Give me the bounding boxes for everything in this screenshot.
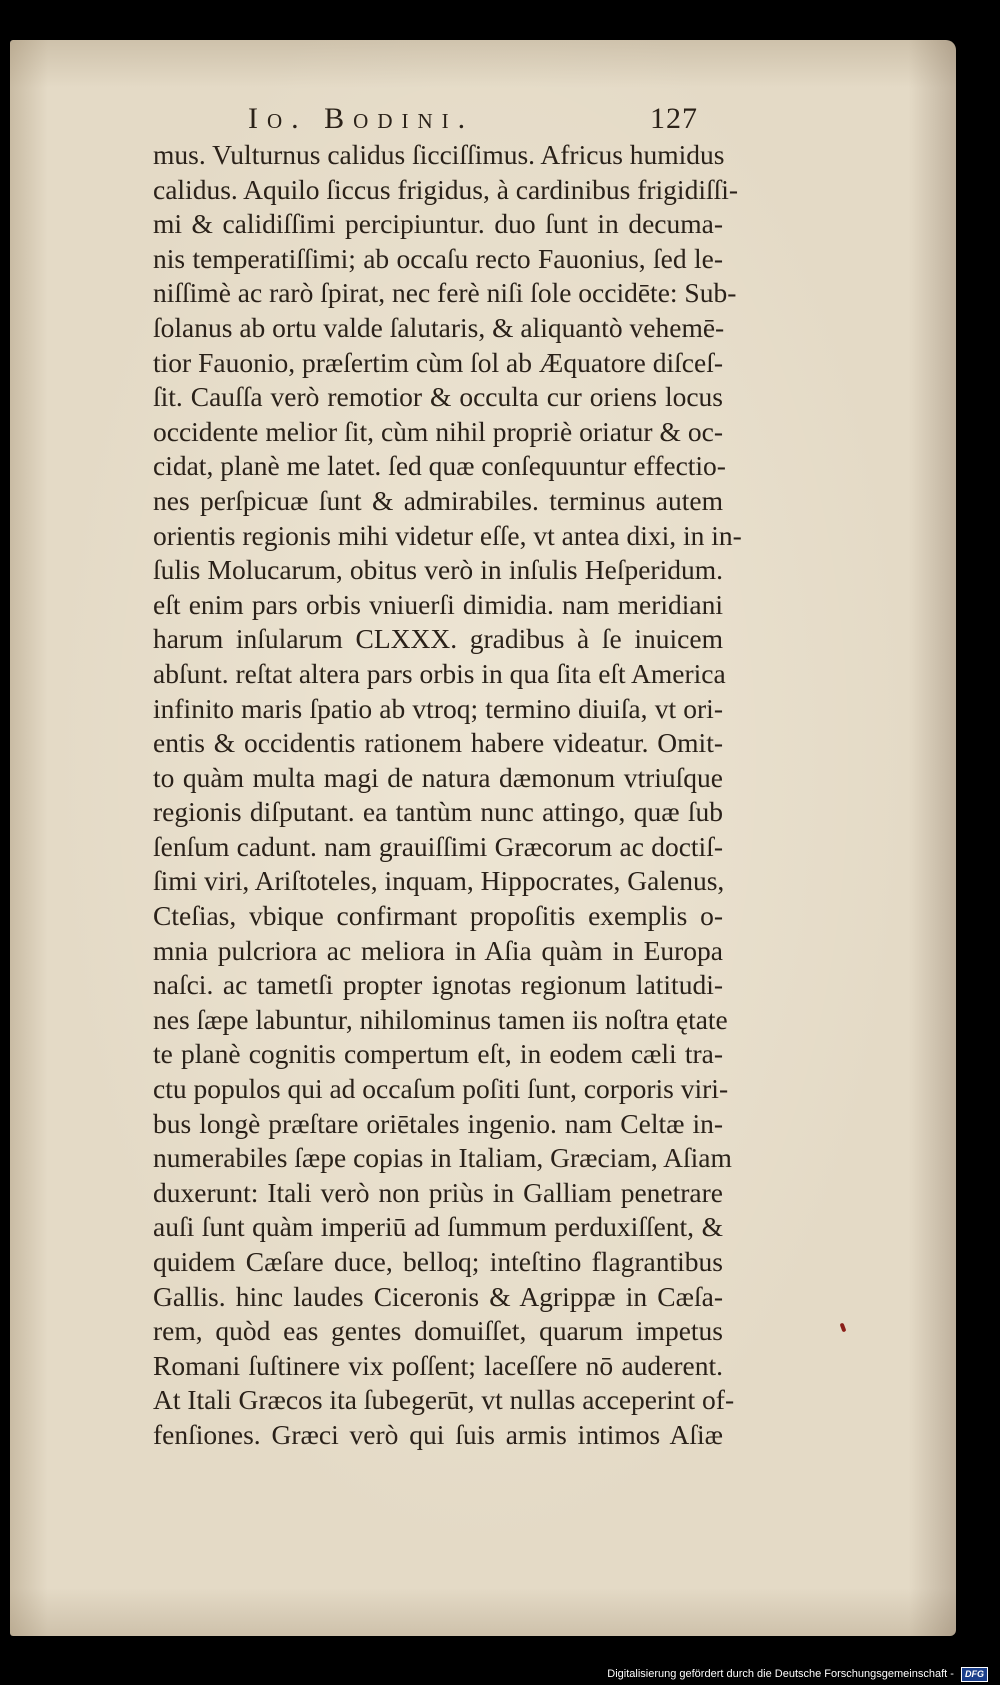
text-line: duxerunt: Itali verò non priùs in Galliam penetrare xyxy=(153,1176,723,1208)
text-line: tior Fauonio, præſertim cùm ſol ab Æquatore diſceſ- xyxy=(153,346,723,378)
text-line: orientis regionis mihi videtur eſſe, vt antea dixi, in in- xyxy=(153,519,742,551)
text-line: Cteſias, vbique confirmant propoſitis exemplis o- xyxy=(153,900,723,932)
running-head xyxy=(10,102,956,142)
text-line: regionis diſputant. ea tantùm nunc attingo, quæ ſub xyxy=(153,796,723,828)
text-line: nis temperatiſſimi; ab occaſu recto Fauonius, ſed le- xyxy=(153,242,723,274)
text-line: niſſimè ac rarò ſpirat, nec ferè niſi ſole occidēte: Sub- xyxy=(153,277,737,309)
text-line: Romani ſuſtinere vix poſſent; laceſſere nō auderent. xyxy=(153,1349,723,1381)
text-line: ſit. Cauſſa verò remotior & occulta cur oriens locus xyxy=(153,381,723,413)
text-line: abſunt. reſtat altera pars orbis in qua ſita eſt America xyxy=(153,657,726,689)
text-line: nes ſæpe labuntur, nihilominus tamen iis noſtra ętate xyxy=(153,1003,728,1035)
text-line: mnia pulcriora ac meliora in Aſia quàm in Europa xyxy=(153,934,723,966)
text-line: cidat, planè me latet. ſed quæ conſequuntur effectio- xyxy=(153,450,726,482)
text-line: ſenſum cadunt. nam grauiſſimi Græcorum ac doctiſ- xyxy=(153,830,723,862)
text-line: calidus. Aquilo ſiccus frigidus, à cardinibus frigidiſſi- xyxy=(153,173,739,205)
text-line: ſulis Molucarum, obitus verò in inſulis Heſperidum. xyxy=(153,554,723,586)
dfg-logo: DFG xyxy=(961,1667,988,1682)
page-number: 127 xyxy=(650,102,698,135)
text-line: fenſiones. Græci verò qui ſuis armis intimos Aſiæ xyxy=(153,1418,723,1450)
text-line: mi & calidiſſimi percipiuntur. duo ſunt in decuma- xyxy=(153,208,723,240)
text-line: naſci. ac tametſi propter ignotas regionum latitudi- xyxy=(153,969,723,1001)
text-line: bus longè præſtare oriētales ingenio. nam Celtæ in- xyxy=(153,1107,723,1139)
text-line: to quàm multa magi de natura dæmonum vtriuſque xyxy=(153,761,723,793)
main-text-block xyxy=(153,138,742,1453)
text-line: infinito maris ſpatio ab vtroq; termino diuiſa, vt ori- xyxy=(153,692,723,724)
text-line: harum inſularum CLXXX. gradibus à ſe inuicem xyxy=(153,623,723,655)
text-line: quidem Cæſare duce, belloq; inteſtino flagrantibus xyxy=(153,1246,723,1277)
text-line: ſolanus ab ortu valde ſalutaris, & aliquantò vehemē- xyxy=(153,311,725,343)
text-line: occidente melior ſit, cùm nihil propriè oriatur & oc- xyxy=(153,415,723,447)
text-line: numerabiles ſæpe copias in Italiam, Græciam, Aſiam xyxy=(153,1142,732,1174)
digitization-footer xyxy=(607,1666,988,1682)
text-line: auſi ſunt quàm imperiū ad ſummum perduxiſſent, & xyxy=(153,1211,723,1243)
book-page xyxy=(10,40,956,1636)
text-line: ſimi viri, Ariſtoteles, inquam, Hippocrates, Galenus, xyxy=(153,865,725,897)
text-line: entis & occidentis rationem habere videatur. Omit- xyxy=(153,727,723,759)
running-head-title: Io. Bodini. xyxy=(248,102,475,135)
text-line: At Itali Græcos ita ſubegerūt, vt nullas acceperint of- xyxy=(153,1384,735,1416)
text-line: nes perſpicuæ ſunt & admirabiles. terminus autem xyxy=(153,484,723,516)
text-line: mus. Vulturnus calidus ſicciſſimus. Africus humidus xyxy=(153,139,725,170)
text-line: te planè cognitis compertum eſt, in eodem cæli tra- xyxy=(153,1038,723,1070)
footer-credit: Digitalisierung gefördert durch die Deutsche Forschungsgemeinschaft - xyxy=(607,1668,954,1681)
text-line: ctu populos qui ad occaſum poſiti ſunt, corporis viri- xyxy=(153,1073,729,1105)
text-line: eſt enim pars orbis vniuerſi dimidia. nam meridiani xyxy=(153,588,723,620)
text-line: rem, quòd eas gentes domuiſſet, quarum impetus xyxy=(153,1315,723,1347)
text-line: Gallis. hinc laudes Ciceronis & Agrippæ in Cæſa- xyxy=(153,1280,723,1312)
ink-mark xyxy=(840,1323,847,1333)
